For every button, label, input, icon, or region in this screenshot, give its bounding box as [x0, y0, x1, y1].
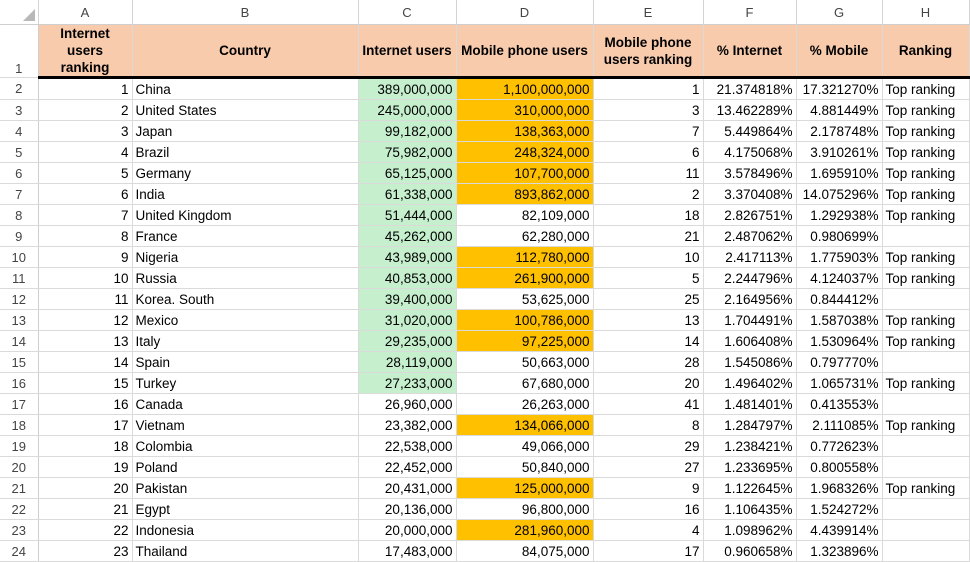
cell-percent-mobile[interactable]: 2.111085%: [796, 415, 882, 436]
cell-ranking[interactable]: Top ranking: [882, 184, 969, 205]
cell-percent-mobile[interactable]: 0.797770%: [796, 352, 882, 373]
cell-percent-internet[interactable]: 13.462289%: [703, 100, 796, 121]
cell-percent-mobile[interactable]: 0.980699%: [796, 226, 882, 247]
cell-percent-mobile[interactable]: 0.844412%: [796, 289, 882, 310]
cell-internet-users[interactable]: 20,431,000: [358, 478, 456, 499]
cell-percent-mobile[interactable]: 3.910261%: [796, 142, 882, 163]
column-header-row: [0, 0, 969, 25]
header-percent-internet[interactable]: % Internet: [703, 25, 796, 78]
cell-internet-users[interactable]: 45,262,000: [358, 226, 456, 247]
cell-mobile-phone-users[interactable]: 100,786,000: [456, 310, 593, 331]
cell-mobile-phone-users-ranking[interactable]: 41: [593, 394, 703, 415]
cell-internet-users[interactable]: 43,989,000: [358, 247, 456, 268]
cell-percent-internet[interactable]: 2.487062%: [703, 226, 796, 247]
cell-percent-internet[interactable]: 1.233695%: [703, 457, 796, 478]
cell-country[interactable]: China: [132, 78, 358, 100]
row-number[interactable]: 6: [0, 163, 38, 184]
cell-ranking[interactable]: Top ranking: [882, 142, 969, 163]
cell-percent-mobile[interactable]: 4.124037%: [796, 268, 882, 289]
cell-percent-mobile[interactable]: 14.075296%: [796, 184, 882, 205]
cell-mobile-phone-users-ranking[interactable]: 29: [593, 436, 703, 457]
cell-internet-users-ranking[interactable]: 4: [38, 142, 132, 163]
cell-percent-internet[interactable]: 1.098962%: [703, 520, 796, 541]
table-row: [0, 520, 969, 541]
cell-ranking[interactable]: Top ranking: [882, 331, 969, 352]
row-number[interactable]: 5: [0, 142, 38, 163]
cell-mobile-phone-users[interactable]: 67,680,000: [456, 373, 593, 394]
cell-mobile-phone-users-ranking[interactable]: 2: [593, 184, 703, 205]
cell-ranking[interactable]: Top ranking: [882, 478, 969, 499]
row-number[interactable]: 16: [0, 373, 38, 394]
cell-percent-internet[interactable]: 1.496402%: [703, 373, 796, 394]
row-number[interactable]: 7: [0, 184, 38, 205]
cell-country[interactable]: Japan: [132, 121, 358, 142]
cell-percent-mobile[interactable]: 1.323896%: [796, 541, 882, 562]
table-row: [0, 205, 969, 226]
table-row: [0, 415, 969, 436]
cell-internet-users-ranking[interactable]: 23: [38, 541, 132, 562]
cell-ranking[interactable]: [882, 394, 969, 415]
cell-percent-mobile[interactable]: 17.321270%: [796, 78, 882, 100]
cell-percent-internet[interactable]: 2.417113%: [703, 247, 796, 268]
row-number[interactable]: 20: [0, 457, 38, 478]
cell-mobile-phone-users-ranking[interactable]: 20: [593, 373, 703, 394]
cell-internet-users-ranking[interactable]: 21: [38, 499, 132, 520]
cell-country[interactable]: Nigeria: [132, 247, 358, 268]
cell-percent-internet[interactable]: 3.578496%: [703, 163, 796, 184]
cell-country[interactable]: Turkey: [132, 373, 358, 394]
cell-ranking[interactable]: [882, 541, 969, 562]
cell-internet-users-ranking[interactable]: 17: [38, 415, 132, 436]
column-header-d[interactable]: D: [456, 0, 593, 25]
cell-percent-internet[interactable]: 1.122645%: [703, 478, 796, 499]
cell-country[interactable]: Poland: [132, 457, 358, 478]
cell-internet-users-ranking[interactable]: 13: [38, 331, 132, 352]
cell-mobile-phone-users-ranking[interactable]: 6: [593, 142, 703, 163]
cell-country[interactable]: Vietnam: [132, 415, 358, 436]
table-row: [0, 394, 969, 415]
row-number[interactable]: 1: [0, 25, 38, 78]
cell-percent-internet[interactable]: 4.175068%: [703, 142, 796, 163]
column-header-c[interactable]: C: [358, 0, 456, 25]
row-number[interactable]: 8: [0, 205, 38, 226]
cell-mobile-phone-users-ranking[interactable]: 21: [593, 226, 703, 247]
cell-mobile-phone-users-ranking[interactable]: 27: [593, 457, 703, 478]
table-row: [0, 289, 969, 310]
cell-mobile-phone-users[interactable]: 107,700,000: [456, 163, 593, 184]
cell-internet-users[interactable]: 26,960,000: [358, 394, 456, 415]
cell-country[interactable]: Egypt: [132, 499, 358, 520]
cell-ranking[interactable]: Top ranking: [882, 310, 969, 331]
cell-mobile-phone-users[interactable]: 138,363,000: [456, 121, 593, 142]
table-row: [0, 226, 969, 247]
table-row: [0, 163, 969, 184]
cell-country[interactable]: Korea. South: [132, 289, 358, 310]
header-mobile-phone-users[interactable]: Mobile phone users: [456, 25, 593, 78]
cell-mobile-phone-users[interactable]: 84,075,000: [456, 541, 593, 562]
cell-ranking[interactable]: Top ranking: [882, 247, 969, 268]
cell-country[interactable]: Pakistan: [132, 478, 358, 499]
cell-percent-internet[interactable]: 3.370408%: [703, 184, 796, 205]
cell-internet-users[interactable]: 20,136,000: [358, 499, 456, 520]
cell-internet-users[interactable]: 65,125,000: [358, 163, 456, 184]
row-number[interactable]: 19: [0, 436, 38, 457]
row-number[interactable]: 17: [0, 394, 38, 415]
cell-internet-users[interactable]: 245,000,000: [358, 100, 456, 121]
cell-ranking[interactable]: Top ranking: [882, 268, 969, 289]
cell-mobile-phone-users-ranking[interactable]: 4: [593, 520, 703, 541]
column-header-f[interactable]: F: [703, 0, 796, 25]
cell-ranking[interactable]: Top ranking: [882, 373, 969, 394]
cell-ranking[interactable]: [882, 352, 969, 373]
cell-mobile-phone-users[interactable]: 50,663,000: [456, 352, 593, 373]
cell-percent-internet[interactable]: 1.284797%: [703, 415, 796, 436]
cell-country[interactable]: Germany: [132, 163, 358, 184]
row-number[interactable]: 13: [0, 310, 38, 331]
column-header-a[interactable]: A: [38, 0, 132, 25]
cell-country[interactable]: Indonesia: [132, 520, 358, 541]
cell-mobile-phone-users-ranking[interactable]: 8: [593, 415, 703, 436]
cell-percent-internet[interactable]: 1.481401%: [703, 394, 796, 415]
cell-internet-users-ranking[interactable]: 8: [38, 226, 132, 247]
cell-internet-users-ranking[interactable]: 5: [38, 163, 132, 184]
cell-mobile-phone-users[interactable]: 26,263,000: [456, 394, 593, 415]
table-row: [0, 457, 969, 478]
cell-mobile-phone-users[interactable]: 125,000,000: [456, 478, 593, 499]
cell-country[interactable]: Canada: [132, 394, 358, 415]
row-number[interactable]: 22: [0, 499, 38, 520]
cell-mobile-phone-users[interactable]: 893,862,000: [456, 184, 593, 205]
cell-mobile-phone-users[interactable]: 112,780,000: [456, 247, 593, 268]
table-row: [0, 142, 969, 163]
header-internet-users[interactable]: Internet users: [358, 25, 456, 78]
row-number[interactable]: 24: [0, 541, 38, 562]
cell-percent-mobile[interactable]: 4.439914%: [796, 520, 882, 541]
cell-percent-mobile[interactable]: 0.413553%: [796, 394, 882, 415]
cell-internet-users[interactable]: 99,182,000: [358, 121, 456, 142]
cell-ranking[interactable]: [882, 226, 969, 247]
cell-internet-users[interactable]: 51,444,000: [358, 205, 456, 226]
cell-mobile-phone-users[interactable]: 134,066,000: [456, 415, 593, 436]
cell-percent-mobile[interactable]: 1.530964%: [796, 331, 882, 352]
cell-internet-users-ranking[interactable]: 11: [38, 289, 132, 310]
header-mobile-phone-users-ranking[interactable]: Mobile phone users ranking: [593, 25, 703, 78]
column-header-b[interactable]: B: [132, 0, 358, 25]
cell-ranking[interactable]: Top ranking: [882, 163, 969, 184]
table-row: [0, 541, 969, 562]
cell-mobile-phone-users[interactable]: 281,960,000: [456, 520, 593, 541]
cell-mobile-phone-users-ranking[interactable]: 25: [593, 289, 703, 310]
cell-mobile-phone-users[interactable]: 97,225,000: [456, 331, 593, 352]
cell-mobile-phone-users-ranking[interactable]: 14: [593, 331, 703, 352]
cell-internet-users-ranking[interactable]: 18: [38, 436, 132, 457]
table-row: [0, 436, 969, 457]
cell-internet-users[interactable]: 27,233,000: [358, 373, 456, 394]
cell-internet-users-ranking[interactable]: 16: [38, 394, 132, 415]
row-number[interactable]: 21: [0, 478, 38, 499]
table-header-row: [0, 25, 969, 78]
cell-mobile-phone-users-ranking[interactable]: 5: [593, 268, 703, 289]
cell-internet-users-ranking[interactable]: 12: [38, 310, 132, 331]
column-header-h[interactable]: H: [882, 0, 969, 25]
cell-ranking[interactable]: [882, 520, 969, 541]
cell-percent-internet[interactable]: 2.826751%: [703, 205, 796, 226]
cell-mobile-phone-users-ranking[interactable]: 10: [593, 247, 703, 268]
header-internet-users-ranking[interactable]: Internet users ranking: [38, 25, 132, 78]
row-number[interactable]: 15: [0, 352, 38, 373]
cell-ranking[interactable]: Top ranking: [882, 121, 969, 142]
table-row: [0, 100, 969, 121]
cell-internet-users[interactable]: 39,400,000: [358, 289, 456, 310]
cell-internet-users[interactable]: 28,119,000: [358, 352, 456, 373]
cell-mobile-phone-users-ranking[interactable]: 16: [593, 499, 703, 520]
cell-mobile-phone-users[interactable]: 82,109,000: [456, 205, 593, 226]
cell-percent-internet[interactable]: 1.606408%: [703, 331, 796, 352]
cell-country[interactable]: Thailand: [132, 541, 358, 562]
cell-internet-users-ranking[interactable]: 2: [38, 100, 132, 121]
cell-mobile-phone-users-ranking[interactable]: 1: [593, 78, 703, 100]
row-number[interactable]: 10: [0, 247, 38, 268]
cell-mobile-phone-users-ranking[interactable]: 9: [593, 478, 703, 499]
row-number[interactable]: 23: [0, 520, 38, 541]
cell-ranking[interactable]: Top ranking: [882, 100, 969, 121]
row-number[interactable]: 12: [0, 289, 38, 310]
row-number[interactable]: 2: [0, 78, 38, 100]
cell-percent-internet[interactable]: 2.244796%: [703, 268, 796, 289]
cell-country[interactable]: United States: [132, 100, 358, 121]
header-ranking[interactable]: Ranking: [882, 25, 969, 78]
table-row: [0, 268, 969, 289]
row-number[interactable]: 3: [0, 100, 38, 121]
cell-percent-mobile[interactable]: 1.775903%: [796, 247, 882, 268]
cell-percent-internet[interactable]: 2.164956%: [703, 289, 796, 310]
cell-country[interactable]: United Kingdom: [132, 205, 358, 226]
cell-ranking[interactable]: [882, 436, 969, 457]
cell-percent-internet[interactable]: 1.704491%: [703, 310, 796, 331]
cell-mobile-phone-users-ranking[interactable]: 28: [593, 352, 703, 373]
table-row: [0, 478, 969, 499]
cell-country[interactable]: Mexico: [132, 310, 358, 331]
header-country[interactable]: Country: [132, 25, 358, 78]
cell-internet-users[interactable]: 31,020,000: [358, 310, 456, 331]
cell-internet-users-ranking[interactable]: 1: [38, 78, 132, 100]
cell-percent-internet[interactable]: 21.374818%: [703, 78, 796, 100]
cell-mobile-phone-users[interactable]: 1,100,000,000: [456, 78, 593, 100]
cell-percent-mobile[interactable]: 0.772623%: [796, 436, 882, 457]
cell-percent-mobile[interactable]: 2.178748%: [796, 121, 882, 142]
cell-percent-mobile[interactable]: 1.968326%: [796, 478, 882, 499]
cell-percent-mobile[interactable]: 4.881449%: [796, 100, 882, 121]
cell-percent-mobile[interactable]: 1.065731%: [796, 373, 882, 394]
cell-internet-users-ranking[interactable]: 6: [38, 184, 132, 205]
cell-internet-users-ranking[interactable]: 9: [38, 247, 132, 268]
select-all-triangle-icon: [23, 9, 35, 21]
cell-percent-mobile[interactable]: 1.292938%: [796, 205, 882, 226]
row-number[interactable]: 14: [0, 331, 38, 352]
cell-ranking[interactable]: [882, 457, 969, 478]
cell-internet-users[interactable]: 40,853,000: [358, 268, 456, 289]
cell-mobile-phone-users[interactable]: 310,000,000: [456, 100, 593, 121]
cell-internet-users-ranking[interactable]: 22: [38, 520, 132, 541]
table-row: [0, 499, 969, 520]
table-row: [0, 310, 969, 331]
cell-percent-mobile[interactable]: 1.695910%: [796, 163, 882, 184]
table-row: [0, 78, 969, 100]
cell-country[interactable]: Italy: [132, 331, 358, 352]
cell-country[interactable]: India: [132, 184, 358, 205]
table-row: [0, 247, 969, 268]
cell-mobile-phone-users-ranking[interactable]: 17: [593, 541, 703, 562]
cell-mobile-phone-users-ranking[interactable]: 13: [593, 310, 703, 331]
cell-internet-users[interactable]: 20,000,000: [358, 520, 456, 541]
cell-mobile-phone-users[interactable]: 53,625,000: [456, 289, 593, 310]
cell-percent-internet[interactable]: 1.106435%: [703, 499, 796, 520]
cell-mobile-phone-users-ranking[interactable]: 3: [593, 100, 703, 121]
cell-mobile-phone-users[interactable]: 96,800,000: [456, 499, 593, 520]
cell-mobile-phone-users[interactable]: 50,840,000: [456, 457, 593, 478]
cell-country[interactable]: Brazil: [132, 142, 358, 163]
table-row: [0, 373, 969, 394]
cell-internet-users[interactable]: 389,000,000: [358, 78, 456, 100]
cell-mobile-phone-users-ranking[interactable]: 18: [593, 205, 703, 226]
cell-ranking[interactable]: [882, 499, 969, 520]
cell-country[interactable]: Russia: [132, 268, 358, 289]
cell-percent-internet[interactable]: 1.238421%: [703, 436, 796, 457]
column-header-e[interactable]: E: [593, 0, 703, 25]
cell-internet-users-ranking[interactable]: 14: [38, 352, 132, 373]
cell-internet-users-ranking[interactable]: 15: [38, 373, 132, 394]
cell-internet-users[interactable]: 61,338,000: [358, 184, 456, 205]
cell-percent-mobile[interactable]: 1.524272%: [796, 499, 882, 520]
table-row: [0, 184, 969, 205]
cell-mobile-phone-users[interactable]: 49,066,000: [456, 436, 593, 457]
cell-percent-internet[interactable]: 1.545086%: [703, 352, 796, 373]
cell-internet-users-ranking[interactable]: 7: [38, 205, 132, 226]
cell-internet-users[interactable]: 75,982,000: [358, 142, 456, 163]
cell-internet-users[interactable]: 17,483,000: [358, 541, 456, 562]
cell-internet-users-ranking[interactable]: 19: [38, 457, 132, 478]
row-number[interactable]: 4: [0, 121, 38, 142]
cell-country[interactable]: France: [132, 226, 358, 247]
cell-ranking[interactable]: Top ranking: [882, 415, 969, 436]
cell-mobile-phone-users[interactable]: 248,324,000: [456, 142, 593, 163]
cell-country[interactable]: Colombia: [132, 436, 358, 457]
cell-ranking[interactable]: Top ranking: [882, 78, 969, 100]
select-all-corner[interactable]: [0, 0, 38, 25]
row-number[interactable]: 9: [0, 226, 38, 247]
cell-percent-mobile[interactable]: 1.587038%: [796, 310, 882, 331]
cell-mobile-phone-users[interactable]: 62,280,000: [456, 226, 593, 247]
row-number[interactable]: 18: [0, 415, 38, 436]
column-header-g[interactable]: G: [796, 0, 882, 25]
cell-internet-users[interactable]: 22,538,000: [358, 436, 456, 457]
cell-percent-mobile[interactable]: 0.800558%: [796, 457, 882, 478]
cell-percent-internet[interactable]: 0.960658%: [703, 541, 796, 562]
table-row: [0, 331, 969, 352]
cell-mobile-phone-users-ranking[interactable]: 7: [593, 121, 703, 142]
cell-ranking[interactable]: [882, 289, 969, 310]
header-percent-mobile[interactable]: % Mobile: [796, 25, 882, 78]
table-row: [0, 352, 969, 373]
cell-mobile-phone-users[interactable]: 261,900,000: [456, 268, 593, 289]
cell-internet-users[interactable]: 29,235,000: [358, 331, 456, 352]
cell-internet-users[interactable]: 23,382,000: [358, 415, 456, 436]
table-row: [0, 121, 969, 142]
cell-internet-users[interactable]: 22,452,000: [358, 457, 456, 478]
cell-country[interactable]: Spain: [132, 352, 358, 373]
cell-internet-users-ranking[interactable]: 3: [38, 121, 132, 142]
cell-internet-users-ranking[interactable]: 20: [38, 478, 132, 499]
row-number[interactable]: 11: [0, 268, 38, 289]
cell-mobile-phone-users-ranking[interactable]: 11: [593, 163, 703, 184]
cell-percent-internet[interactable]: 5.449864%: [703, 121, 796, 142]
cell-ranking[interactable]: Top ranking: [882, 205, 969, 226]
cell-internet-users-ranking[interactable]: 10: [38, 268, 132, 289]
